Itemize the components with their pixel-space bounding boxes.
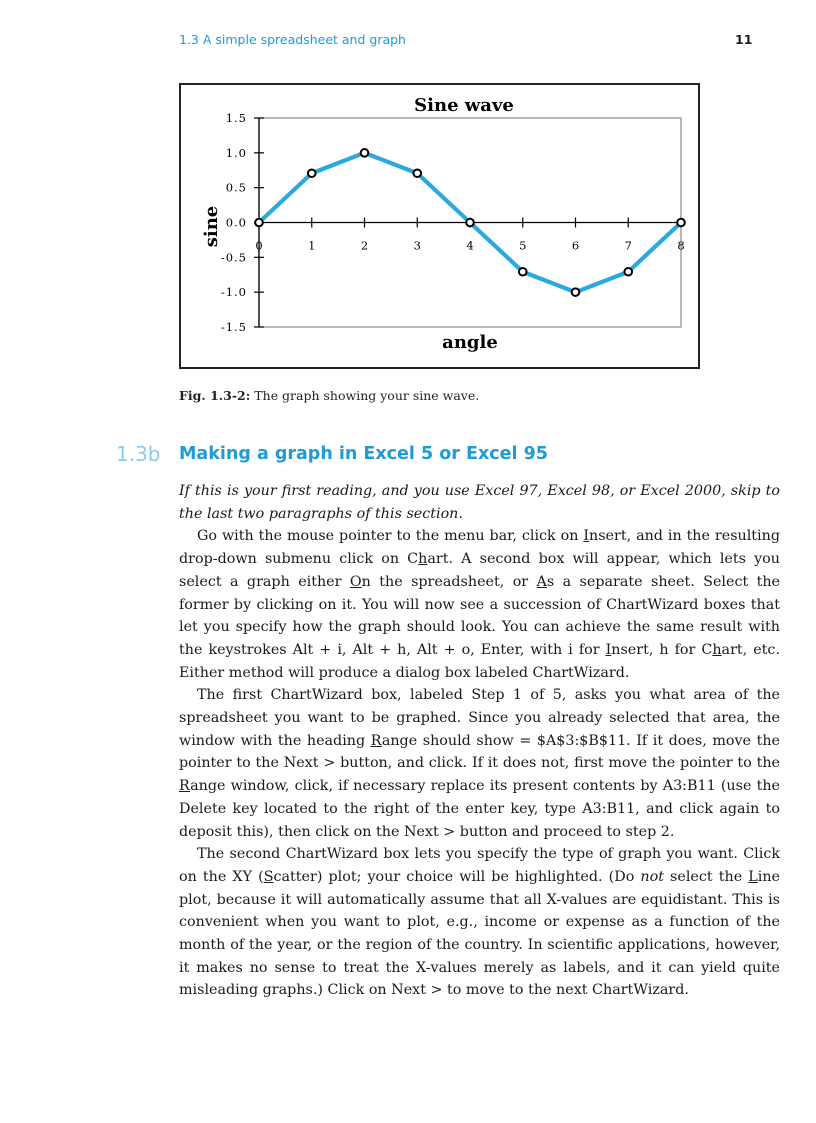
data-point [255,219,263,227]
data-point [361,149,369,157]
y-tick-label: 0.5 [225,180,247,195]
x-tick-label: 1 [308,238,316,253]
data-point [308,169,316,177]
data-point [677,219,685,227]
caption-text: The graph showing your sine wave. [250,388,480,403]
x-tick-label: 5 [519,238,527,253]
paragraph-1: Go with the mouse pointer to the menu bar, click on Insert, and in the resulting drop-down submenu click on Chart. A second box will appear, which lets you select a graph either On the spreadsheet, or As a separate sheet. Select the former by clicking on it. You will now see a succession of ChartWizard boxes that let you specify how the graph should look. You can achieve the same result with the keystrokes Alt + i, Alt + h, Alt + o, Enter, with i for Insert, h for Chart, etc. Either method will produce a dialog box labeled ChartWizard. [179,528,781,681]
data-point [624,268,632,276]
x-tick-label: 3 [413,238,421,253]
data-point [519,268,527,276]
data-point [466,219,474,227]
sine-wave-chart [181,85,698,367]
y-tick-label: 1.0 [225,145,247,160]
figure-caption [179,388,479,403]
data-point [572,288,580,296]
x-tick-label: 2 [360,238,369,253]
section-number: 1.3b [116,442,161,466]
running-header: 1.3 A simple spreadsheet and graph [179,32,406,47]
intro-paragraph: If this is your first reading, and you use Excel 97, Excel 98, or Excel 2000, skip to the last two paragraphs of this section. [179,483,780,522]
paragraph-2: The first ChartWizard box, labeled Step 1 of 5, asks you what area of the spreadsheet you want to be graphed. Since you already selected that area, the window with the heading Range should show = $A$3:$B$11. If it does, move the pointer to the Next > button, and click. If it does not, first move the pointer to the Range window, click, if necessary replace its present contents by A3:B11 (use the Delete key located to the right of the enter key, type A3:B11, and click again to deposit this), then click on the Next > button and proceed to step 2. [179,687,780,840]
chart-frame [179,83,700,369]
x-tick-label: 8 [677,238,685,253]
page-number: 11 [735,32,753,47]
x-tick-label: 0 [255,238,263,253]
y-tick-label: 0.0 [225,215,247,230]
y-tick-label: -0.5 [220,250,247,265]
y-tick-label: 1.5 [225,111,247,125]
chart-title: Sine wave [414,95,514,116]
caption-label: Fig. 1.3-2: [179,388,251,403]
body-text [179,480,780,1002]
x-axis-label: angle [442,332,498,353]
y-tick-label: -1.5 [220,320,247,334]
y-axis-label: sine [201,205,222,248]
paragraph-3: The second ChartWizard box lets you specify the type of graph you want. Click on the XY (Scatter) plot; your choice will be highlighted. (Do not select the Line plot, because it will automatically assume that all X-values are equidistant. This is convenient when you want to plot, e.g., income or expense as a function of the month of the year, or the region of the country. In scientific applications, however, it makes no sense to treat the X-values merely as labels, and it can yield quite misleading graphs.) Click on Next > to move to the next ChartWizard. [179,846,780,999]
data-point [413,169,421,177]
y-tick-label: -1.0 [220,285,247,300]
x-tick-label: 4 [466,238,474,253]
section-title: Making a graph in Excel 5 or Excel 95 [179,444,548,464]
x-tick-label: 7 [624,238,632,253]
x-tick-label: 6 [571,238,580,253]
